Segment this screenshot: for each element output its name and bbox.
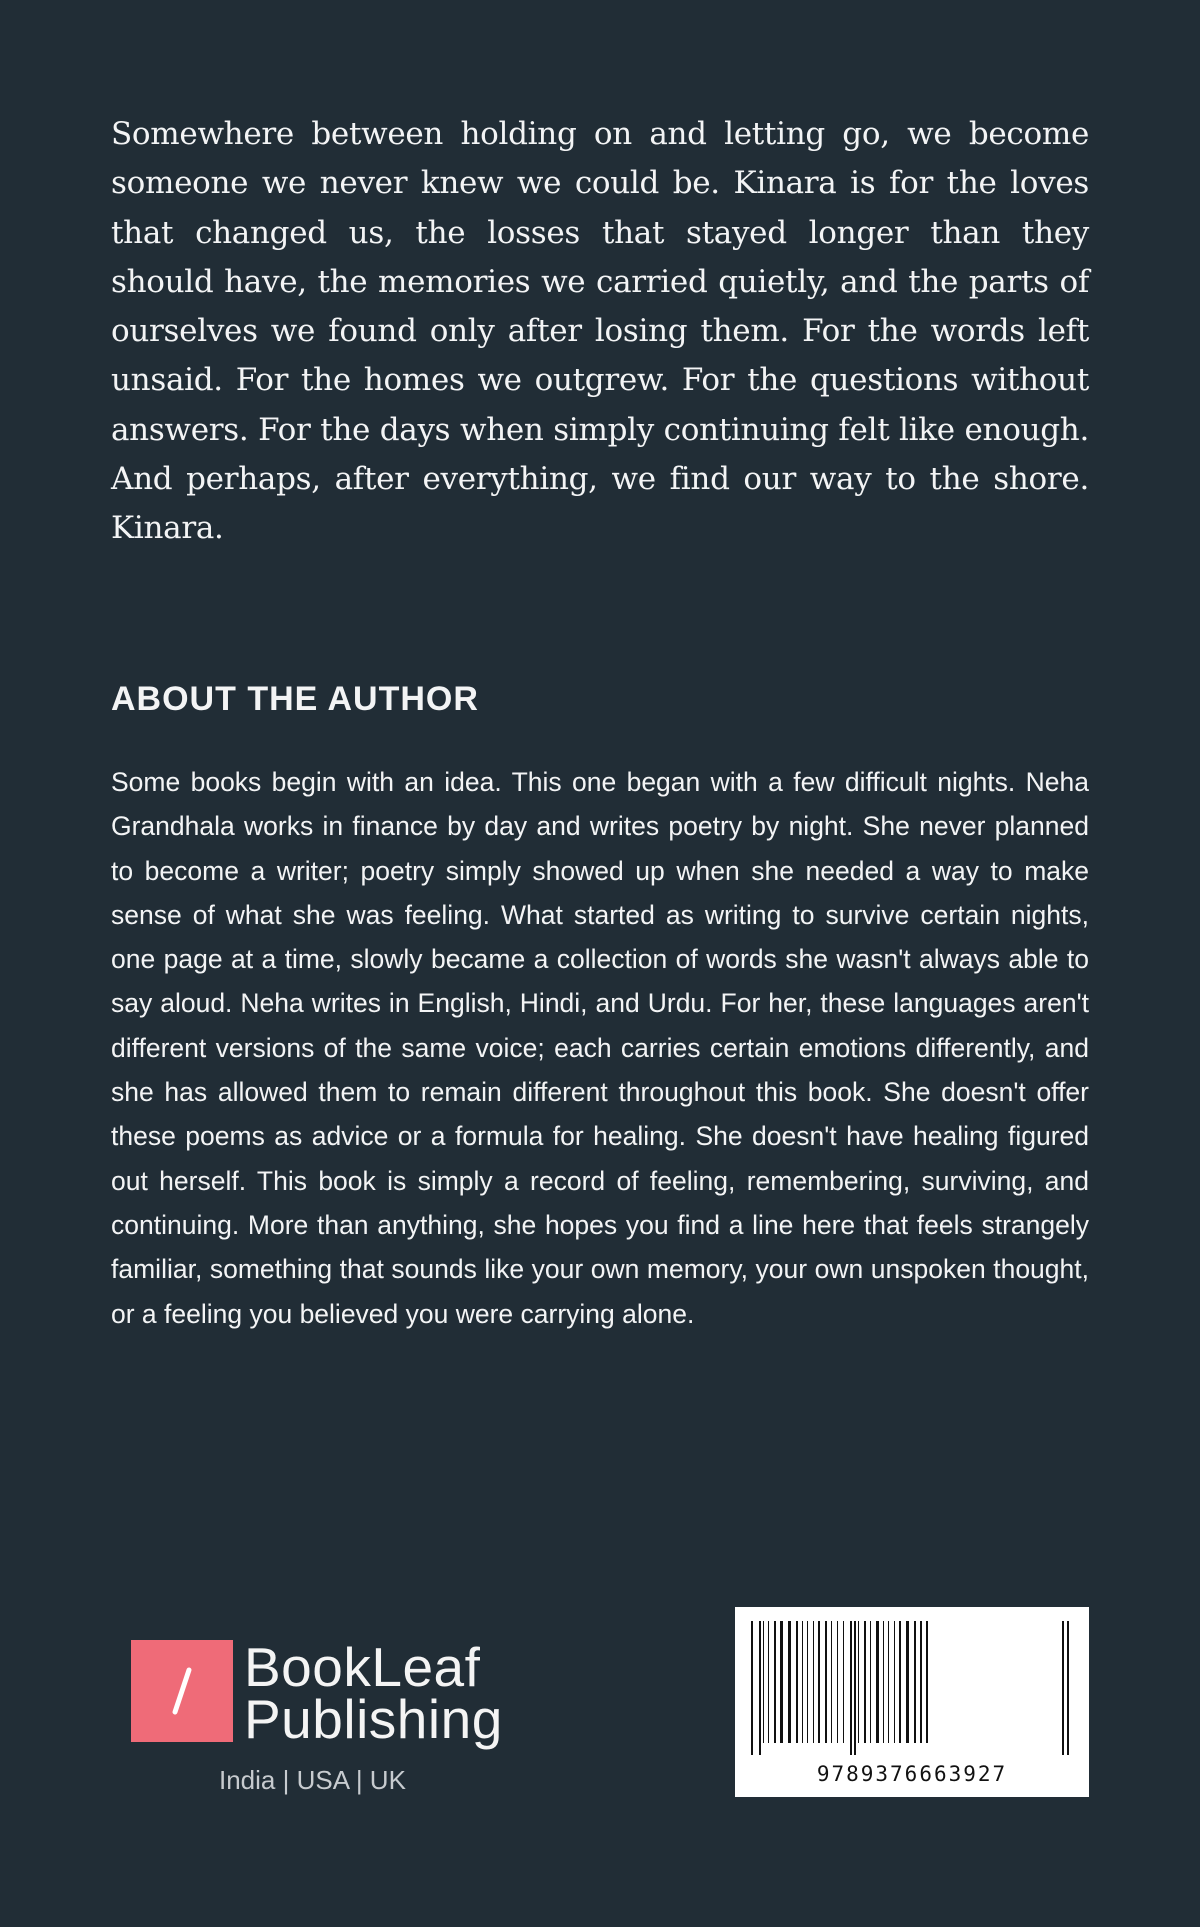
barcode-bar [763,1621,764,1743]
barcode-bar [774,1621,776,1743]
barcode-bar [876,1621,879,1743]
author-bio: Some books begin with an idea. This one began with a few difficult nights. Neha Grandhala works in finance by day and writes poetry by night. She never planned to become a writer; poetry simply showed up when she needed a way to make sense of what she was feeling. What started as writing to survive certain nights, one page at a time, slowly became a collection of words she wasn't always able to say aloud. Neha writes in English, Hindi, and Urdu. For her, these languages aren't different versions of the same voice; each carries certain emotions differently, and she has allowed them to remain different throughout this book. She doesn't offer these poems as advice or a formula for healing. She doesn't have healing figured out herself. This book is simply a record of feeling, remembering, surviving, and continuing. More than anything, she hopes you find a line here that feels strangely familiar, something that sounds like your own memory, your own unspoken thought, or a feeling you believed you were carrying alone. [111,767,1089,1329]
barcode-bar [768,1621,769,1743]
barcode-bar [807,1621,808,1743]
barcode-bar [850,1621,852,1755]
barcode-bar [926,1621,928,1743]
barcode-bar [780,1621,783,1743]
about-author-heading: ABOUT THE AUTHOR [111,680,479,718]
publisher-name-line2: Publishing [244,1688,503,1750]
barcode-bar [870,1621,871,1743]
barcode-bar [1067,1621,1069,1755]
isbn-barcode [735,1607,1089,1797]
barcode-bar [843,1621,844,1743]
barcode-bar [818,1621,820,1743]
barcode-bar [788,1621,791,1743]
barcode-bar [914,1621,916,1743]
barcode-bar [1062,1621,1064,1755]
barcode-bar [854,1621,856,1755]
barcode-bar [920,1621,922,1743]
slash-icon [131,1640,233,1742]
barcode-bar [831,1621,832,1743]
book-blurb: Somewhere between holding on and letting go, we become someone we never knew we could be. Kinara is for the loves that changed us, the losses that stayed longer than they should have, the memories we carried quietly, and the parts of ourselves we found only after losing them. For the words left unsaid. For the homes we outgrew. For the questions without answers. For the days when simply continuing felt like enough. And perhaps, after everything, we find our way to the shore. Kinara. [111,116,1089,547]
publisher-regions: India | USA | UK [219,1765,406,1795]
barcode-bar [751,1621,753,1755]
barcode-bar [837,1621,838,1743]
barcode-bar [825,1621,827,1743]
barcode-bar [888,1621,889,1743]
barcode-bar [759,1621,761,1755]
barcode-bar [802,1621,803,1743]
barcode-bar [906,1621,909,1743]
barcode-bar [864,1621,866,1743]
publisher-name-line1: BookLeaf [244,1636,481,1698]
barcode-bar [883,1621,884,1743]
barcode-bar [813,1621,814,1743]
barcode-bar [899,1621,901,1743]
publisher-logo [131,1636,531,1800]
barcode-bars [749,1621,1075,1755]
barcode-bar [796,1621,798,1743]
barcode-bar [858,1621,859,1743]
barcode-bar [894,1621,895,1743]
isbn-number: 9789376663927 [816,1762,1008,1786]
